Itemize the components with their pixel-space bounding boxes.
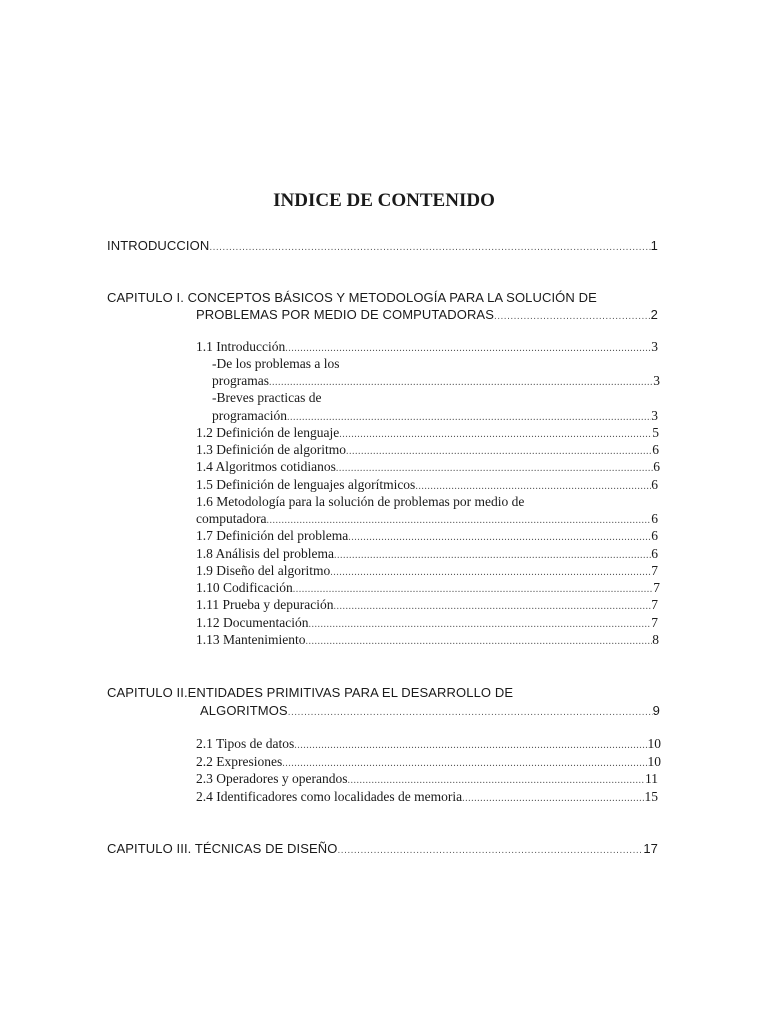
toc-entry[interactable] [196,614,658,632]
dot-leader [415,478,651,494]
toc-subentry[interactable] [212,407,658,425]
chapter-1-heading-cont[interactable] [196,306,658,324]
chapter-2-heading-cont[interactable] [200,702,660,720]
dot-leader [333,598,651,614]
toc-entry-page: 2 [650,307,658,322]
dot-leader [269,374,653,390]
toc-entry-page: 6 [652,442,659,457]
toc-entry-page: 6 [651,528,658,543]
toc-entry-page: 3 [651,408,658,423]
toc-entry[interactable] [196,476,658,494]
dot-leader [346,443,652,459]
toc-entry-label: INTRODUCCION [107,238,210,253]
chapter-1-title-line2: PROBLEMAS POR MEDIO DE COMPUTADORAS [196,307,494,322]
dot-leader [494,308,651,324]
toc-entry-page: 6 [651,511,658,526]
toc-entry-label: 1.2 Definición de lenguaje [196,425,340,440]
dot-leader [348,529,651,545]
chapter-2-title-line2: ALGORITMOS [200,703,288,718]
toc-entry-page: 7 [651,597,658,612]
chapter-2-title-line1: CAPITULO II.ENTIDADES PRIMITIVAS PARA EL DESARROLLO DE [107,685,514,700]
dot-leader [285,340,651,356]
toc-entry-label: 2.4 Identificadores como localidades de memoria [196,789,463,804]
toc-entry-label: 1.12 Documentación [196,615,309,630]
toc-entry-label: 1.11 Prueba y depuración [196,597,334,612]
toc-entry[interactable] [196,596,658,614]
toc-entry[interactable] [196,424,659,442]
toc-entry-page: 7 [651,615,658,630]
toc-entry-page: 6 [653,459,660,474]
toc-entry-label: 1.7 Definición del problema [196,528,349,543]
toc-entry-page: 6 [651,546,658,561]
toc-entry[interactable] [196,458,660,476]
toc-entry[interactable] [196,579,660,597]
dot-leader [338,842,644,858]
toc-entry-page: 7 [653,580,660,595]
toc-entry-page: 6 [651,477,658,492]
dot-leader [287,409,651,425]
dot-leader [266,512,651,528]
dot-leader [308,616,651,632]
dot-leader [339,426,652,442]
toc-entry[interactable] [196,562,658,580]
toc-entry-label: programas [212,373,269,388]
toc-entry-label: 2.3 Operadores y operandos [196,771,348,786]
toc-entry-label: computadora [196,511,267,526]
toc-entry-label: 1.3 Definición de algoritmo [196,442,346,457]
toc-entry-page: 17 [643,841,658,856]
toc-entry-label: 1.4 Algoritmos cotidianos [196,459,336,474]
toc-entry-label: 1.9 Diseño del algoritmo [196,563,331,578]
toc-entry[interactable] [196,441,659,459]
toc-subentry[interactable] [212,355,512,373]
toc-entry-label: 1.1 Introducción [196,339,286,354]
toc-entry[interactable] [196,493,616,511]
dot-leader [330,564,651,580]
toc-entry-page: 5 [652,425,659,440]
toc-entry-page: 1 [650,238,658,253]
chapter-1-title-line1: CAPITULO I. CONCEPTOS BÁSICOS Y METODOLOGÍA PARA LA SOLUCIÓN DE [107,290,597,305]
toc-entry-page: 8 [652,632,659,647]
toc-entry-page: 15 [644,789,658,804]
toc-entry-label: 1.10 Codificación [196,580,293,595]
toc-entry[interactable] [196,545,658,563]
toc-entry-page: 3 [651,339,658,354]
toc-entry-label: -Breves practicas de [212,390,322,405]
dot-leader [293,581,654,597]
toc-entry[interactable] [196,527,658,545]
toc-entry[interactable] [196,735,661,753]
toc-subentry[interactable] [212,389,512,407]
toc-entry[interactable] [196,753,661,771]
toc-entry-page: 10 [647,736,661,751]
chapter-2-heading[interactable] [107,684,667,702]
toc-subentry[interactable] [212,372,660,390]
toc-entry-label: -De los problemas a los [212,356,340,371]
dot-leader [334,547,651,563]
toc-entry[interactable] [196,338,658,356]
dot-leader [294,737,647,753]
dot-leader [462,790,644,806]
dot-leader [347,772,645,788]
toc-entry[interactable] [196,770,658,788]
toc-entry-page: 11 [645,771,658,786]
toc-entry-page: 7 [651,563,658,578]
dot-leader [288,704,653,720]
dot-leader [336,460,653,476]
toc-entry-label: programación [212,408,287,423]
dot-leader [209,239,650,255]
toc-entry-label: 1.8 Análisis del problema [196,546,334,561]
toc-entry-label: 2.1 Tipos de datos [196,736,295,751]
toc-entry-cont[interactable] [196,510,658,528]
toc-entry-label: 1.5 Definición de lenguajes algorítmicos [196,477,416,492]
toc-entry-page: 9 [652,703,660,718]
toc-entry[interactable] [196,788,658,806]
page-title: INDICE DE CONTENIDO [273,190,495,211]
chapter-1-heading[interactable] [107,289,667,307]
dot-leader [305,633,652,649]
toc-entry-label: 1.13 Mantenimiento [196,632,306,647]
toc-entry-page: 10 [647,754,661,769]
toc-entry[interactable] [196,631,659,649]
dot-leader [282,755,647,771]
toc-entry-label: 1.6 Metodología para la solución de problemas por medio de [196,494,525,509]
chapter-3-heading[interactable] [107,840,658,858]
toc-entry-introduccion[interactable] [107,237,658,255]
chapter-3-title: CAPITULO III. TÉCNICAS DE DISEÑO [107,841,338,856]
toc-entry-page: 3 [653,373,660,388]
toc-entry-label: 2.2 Expresiones [196,754,283,769]
